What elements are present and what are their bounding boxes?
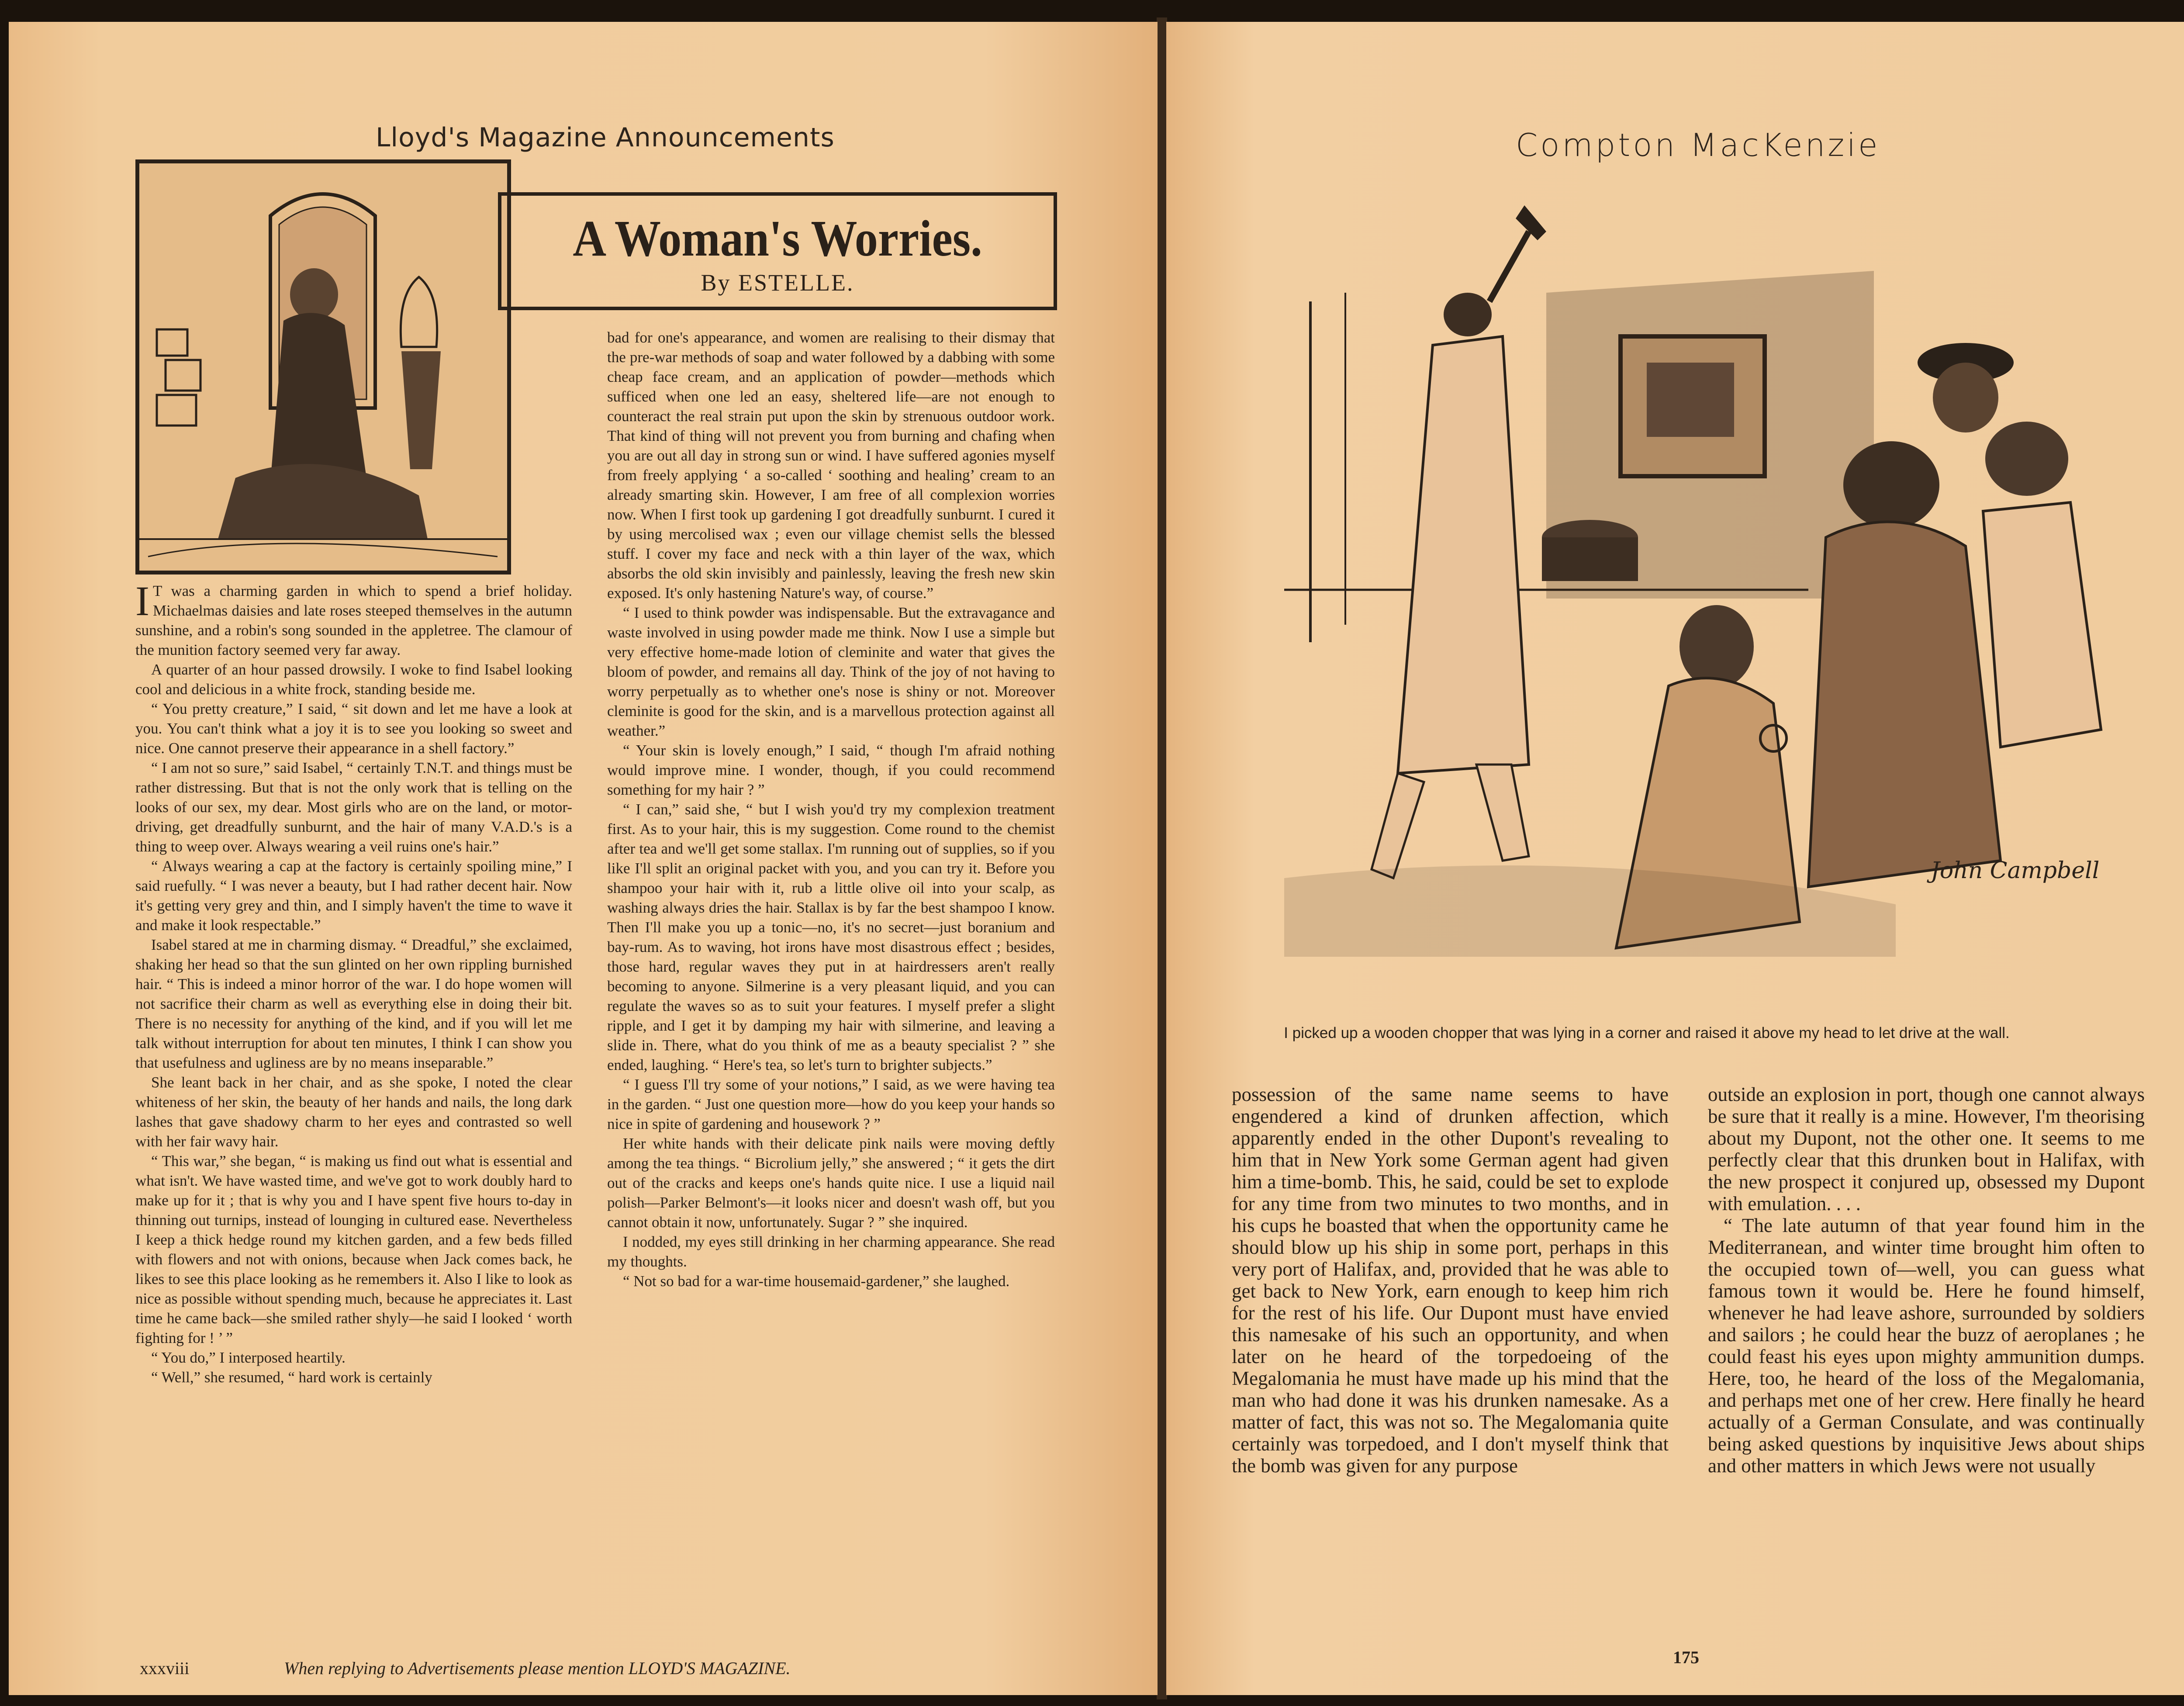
- woman-at-dressing-table-illustration: [139, 163, 507, 571]
- paragraph: Her white hands with their delicate pink nails were moving deftly among the tea things. “ Bicrolium jelly,” she answered ; “ it gets the dirt out of the cracks and keeps one's hands quite nice. I use a liquid nail polish—Parker Belmont's—it looks nicer and doesn't wash off, but you cannot obtain it now, unfortunately. Sugar ? ” she inquired.: [607, 1135, 1055, 1231]
- paragraph: “ I am not so sure,” said Isabel, “ certainly T.N.T. and things must be rather distressing. But that is not the only work that is telling on the looks of our sex, my dear. Most girls who are on the land, or motor-driving, get dreadfully sunburnt, and the hair of many V.A.D.'s is a thing to weep over. Always wearing a veil ruins one's hair.”: [135, 759, 572, 855]
- running-head-right: Compton MacKenzie: [1516, 127, 1880, 163]
- story-column-2: [1708, 1083, 2145, 1634]
- paragraph: I nodded, my eyes still drinking in her charming appearance. She read my thoughts.: [607, 1233, 1055, 1270]
- article-byline: By ESTELLE.: [701, 270, 854, 296]
- paragraph: “ I used to think powder was indispensable. But the extravagance and waste involved in using powder made me think. Now I use a simple but very effective home-made lotion of cleminite and water that gives the bloom of powder, and remains all day. Think of the joy of not having to worry perpetually as to whether one's nose is shiny or not. Moreover cleminite is good for the skin, and is a marvellous protection against all weather.”: [607, 604, 1055, 739]
- paragraph: “ Always wearing a cap at the factory is certainly spoiling mine,” I said ruefully. “ I was never a beauty, but I had rather decent hair. Now it's getting very grey and thin, and I simply haven't the time to wave it and make it look respectable.”: [135, 858, 572, 934]
- paragraph: A quarter of an hour passed drowsily. I woke to find Isabel looking cool and delicious in a white frock, standing beside me.: [135, 661, 572, 698]
- book-spine: [1157, 17, 1167, 1699]
- drop-cap: I: [135, 578, 149, 624]
- illustration-caption: I picked up a wooden chopper that was lying in a corner and raised it above my head to let drive at the wall.: [1284, 1024, 2010, 1042]
- paragraph: “ Not so bad for a war-time housemaid-gardener,” she laughed.: [623, 1273, 1010, 1290]
- paragraph: “ Well,” she resumed, “ hard work is certainly: [151, 1369, 432, 1386]
- article-column-2: [607, 328, 1055, 1625]
- running-head-left: Lloyd's Magazine Announcements: [376, 122, 835, 153]
- article-column-1: [135, 578, 572, 1621]
- article-title: A Woman's Worries.: [573, 210, 982, 267]
- paragraph: bad for one's appearance, and women are realising to their dismay that the pre-war methods of soap and water followed by a dabbing with some cheap face cream, and an application of powder—methods which sufficed when one led an easy, sheltered life—are not enough to counteract the real strain put upon the skin by strenuous outdoor work. That kind of thing will not prevent you from burning and chafing when you are out all day in strong sun or wind. I have suffered agonies myself from freely applying ‘ a so-called ‘ soothing and healing’ cream to an already smarting skin. However, I am free of all complexion worries now. When I first took up gardening I got dreadfully sunburnt. I cured it by using mercolised wax ; even our village chemist sells the blessed stuff. I cover my face and neck with a thin layer of the wax, which absorbs the old skin invisibly and painlessly, leaving the fresh new skin exposed. It's only hastening Nature's way, of course.”: [607, 329, 1055, 602]
- right-page: [1166, 22, 2184, 1695]
- paragraph: outside an explosion in port, though one cannot always be sure that it really is a mine. However, I'm theorising about my Dupont, not the other one. It seems to me perfectly clear that this drunken bout in Halifax, with the new prospect it conjured up, obsessed my Dupont with emulation. . . .: [1708, 1083, 2145, 1215]
- paragraph: “ You do,” I interposed heartily.: [151, 1349, 346, 1366]
- article-title-box: [498, 192, 1057, 310]
- paragraph: “ I can,” said she, “ but I wish you'd try my complexion treatment first. As to your hair, this is my suggestion. Come round to the chemist after tea and we'll get some stallax. I'm running out of supplies, so if you like I'll split an original packet with you, and you can try it. Before you shampoo your hair with it, rub a little olive oil into your scalp, as washing always dries the hair. Stallax is by far the best shampoo I know. Then I'll make you up a tonic—no, it's no secret—just boranium and bay-rum. As to waving, hot irons have most disastrous effect ; besides, those hard, regular waves they put in at hairdressers aren't really becoming to anyone. Silmerine is a very pleasant liquid, and you can regulate the waves so as to suit your features. I myself prefer a slight ripple, and I get it by damping my hair with silmerine, and leaving a slide in. There, what do you think of me as a beauty specialist ? ” she ended, laughing. “ Here's tea, so let's turn to brighter subjects.”: [607, 801, 1055, 1073]
- left-page: [9, 22, 1158, 1695]
- decorative-illustration-frame: [135, 159, 511, 574]
- paragraph: I T was a charming garden in which to spend a brief holiday. Michaelmas daisies and late roses steeped themselves in the autumn sunshine, and a robin's song sounded in the appletree. The clamour of the munition factory seemed very far away.: [135, 578, 572, 658]
- paragraph: Isabel stared at me in charming dismay. “ Dreadful,” she exclaimed, shaking her head so that the sun glinted on her own rippling burnished hair. “ This is indeed a minor horror of the war. I do hope women will not sacrifice their charm as well as everything else in doing their bit. There is no necessity for anything of the kind, and if you will let me talk without interruption for about ten minutes, I think I can show you that usefulness and ugliness are by no means inseparable.”: [135, 936, 572, 1071]
- chopper-scene-illustration: [1284, 205, 2114, 1018]
- paragraph: She leant back in her chair, and as she spoke, I noted the clear whiteness of her skin, the beauty of her hands and nails, the long dark lashes that gave shadowy charm to her eyes and contrasted so well with her fair wavy hair.: [135, 1074, 572, 1150]
- paragraph: “ I guess I'll try some of your notions,” I said, as we were having tea in the garden. “ Just one question more—how do you keep your hands so nice in spite of gardening and housework ? ”: [607, 1076, 1055, 1132]
- paragraph: “ This war,” she began, “ is making us find out what is essential and what isn't. We have wasted time, and we've got to work doubly hard to make up for it ; that is why you and I have spent five hours to-day in thinning out turnips, instead of lounging in cultured ease. Nevertheless I keep a thick hedge round my kitchen garden, and a few beds filled with flowers and not with onions, because when Jack comes back, he likes to see this place looking as he remembers it. Also I like to look as nice as possible without spending much, because he appreciates it. Last time he came back—she smiled rather shyly—he said I looked ‘ worth fighting for ! ’ ”: [135, 1152, 572, 1346]
- paragraph: possession of the same name seems to have engendered a kind of drunken affection, which apparently ended in the other Dupont's revealing to him that in New York some German agent had given him a time-bomb. This, he said, could be set to explode for any time from two minutes to two months, and in his cups he boasted that when the opportunity came he should blow up his ship in some port, perhaps in this very port of Halifax, and, provided that he was able to get back to New York, earn enough to keep him rich for the rest of his life. Our Dupont must have envied this namesake of his such an opportunity, and when later on he heard of the torpedoeing of the Megalomania he must have made up his mind that the man who had done it was his drunken namesake. As a matter of fact, this was not so. The Megalomania quite certainly was torpedoed, and I don't myself think that the bomb was given for any purpose: [1232, 1083, 1669, 1477]
- paragraph: “ The late autumn of that year found him in the Mediterranean, and winter time brought him often to the occupied town of—well, you can guess what famous town it would be. Here he found himself, whenever he had leave ashore, surrounded by soldiers and sailors ; he could hear the buzz of aeroplanes ; he could feast his eyes upon mighty ammunition dumps. Here, too, he heard of the loss of the Megalomania, and perhaps met one of her crew. Here finally he heard actually of a German Consulate, and was continually being asked questions by inquisitive Jews about ships and other matters in which Jews were not usually: [1708, 1215, 2145, 1477]
- illustrator-signature: John Campbell: [1931, 858, 2100, 884]
- paragraph: “ You pretty creature,” I said, “ sit down and let me have a look at you. You can't think what a joy it is to see you looking so sweet and nice. One cannot preserve their appearance in a shell factory.”: [135, 700, 572, 757]
- paragraph: “ Your skin is lovely enough,” I said, “ though I'm afraid nothing would improve mine. I wonder, though, if you could recommend something for my hair ? ”: [607, 742, 1055, 798]
- advertisement-footer-note: When replying to Advertisements please mention LLOYD'S MAGAZINE.: [284, 1658, 791, 1678]
- page-number-left: xxxviii: [140, 1658, 190, 1678]
- story-column-1: [1232, 1083, 1669, 1634]
- page-number-right: 175: [1673, 1647, 1699, 1667]
